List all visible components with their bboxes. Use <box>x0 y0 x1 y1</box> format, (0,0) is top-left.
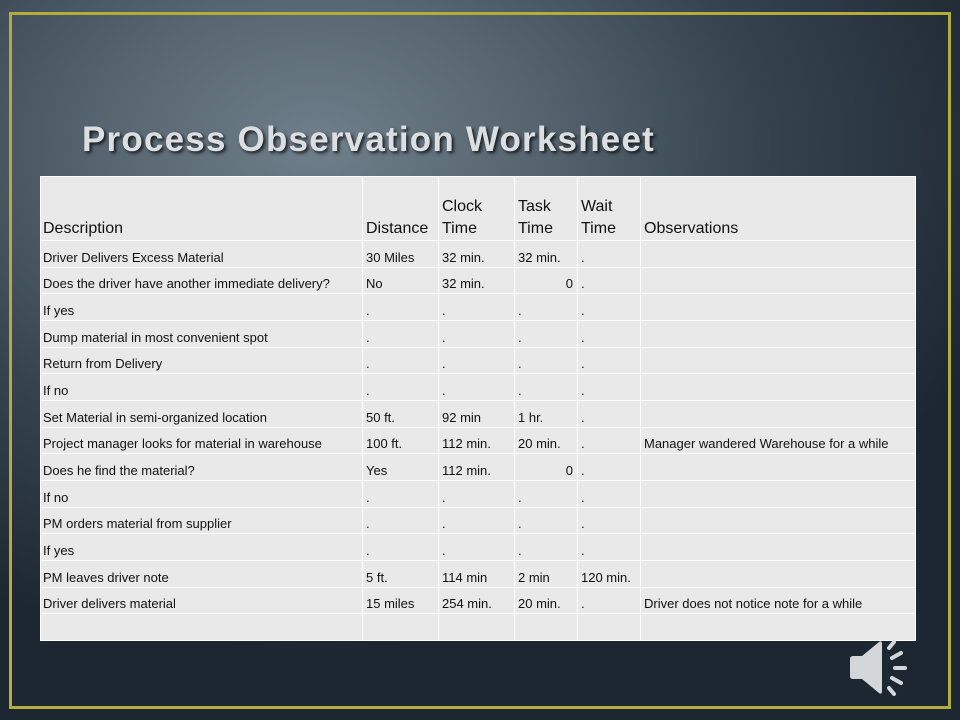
cell-task-time: . <box>515 534 578 561</box>
cell-description: PM orders material from supplier <box>41 507 363 534</box>
cell-wait-time: . <box>578 454 641 481</box>
table-row <box>41 480 916 507</box>
cell-distance: 30 Miles <box>363 241 439 268</box>
cell-wait-time: . <box>578 587 641 614</box>
slide-title: Process Observation Worksheet <box>82 120 655 159</box>
cell-wait-time: 120 min. <box>578 560 641 587</box>
cell-wait-time: . <box>578 241 641 268</box>
speaker-cone <box>850 641 882 693</box>
cell-clock-time: 254 min. <box>439 587 515 614</box>
cell-wait-time: . <box>578 400 641 427</box>
cell-distance: . <box>363 480 439 507</box>
cell-observations <box>641 374 916 401</box>
cell-empty <box>515 614 578 641</box>
cell-wait-time: . <box>578 374 641 401</box>
cell-wait-time: . <box>578 534 641 561</box>
cell-task-time: . <box>515 294 578 321</box>
cell-description: If no <box>41 480 363 507</box>
cell-clock-time: . <box>439 534 515 561</box>
cell-wait-time: . <box>578 507 641 534</box>
cell-clock-time: 112 min. <box>439 427 515 454</box>
cell-distance: . <box>363 294 439 321</box>
table-row <box>41 320 916 347</box>
cell-description: If no <box>41 374 363 401</box>
cell-description: Project manager looks for material in warehouse <box>41 427 363 454</box>
column-header-distance: Distance <box>363 177 439 241</box>
cell-task-time: . <box>515 347 578 374</box>
cell-observations <box>641 534 916 561</box>
table-row <box>41 560 916 587</box>
cell-observations <box>641 241 916 268</box>
cell-description: PM leaves driver note <box>41 560 363 587</box>
cell-observations <box>641 347 916 374</box>
cell-clock-time: . <box>439 320 515 347</box>
table-row <box>41 454 916 481</box>
table-row <box>41 374 916 401</box>
cell-wait-time: . <box>578 347 641 374</box>
cell-description: Does the driver have another immediate delivery? <box>41 267 363 294</box>
cell-distance: . <box>363 507 439 534</box>
cell-empty <box>439 614 515 641</box>
cell-description: Does he find the material? <box>41 454 363 481</box>
table-row <box>41 241 916 268</box>
cell-clock-time: 92 min <box>439 400 515 427</box>
cell-observations <box>641 480 916 507</box>
cell-description: Dump material in most convenient spot <box>41 320 363 347</box>
column-header-description: Description <box>41 177 363 241</box>
table-row <box>41 347 916 374</box>
cell-description: If yes <box>41 294 363 321</box>
cell-task-time: 1 hr. <box>515 400 578 427</box>
cell-wait-time: . <box>578 294 641 321</box>
cell-description: Driver delivers material <box>41 587 363 614</box>
cell-task-time: . <box>515 480 578 507</box>
cell-observations <box>641 507 916 534</box>
cell-description: Return from Delivery <box>41 347 363 374</box>
cell-observations <box>641 267 916 294</box>
cell-observations <box>641 294 916 321</box>
cell-observations: Manager wandered Warehouse for a while <box>641 427 916 454</box>
cell-description: Driver Delivers Excess Material <box>41 241 363 268</box>
cell-observations <box>641 454 916 481</box>
cell-task-time: 20 min. <box>515 587 578 614</box>
table-row <box>41 267 916 294</box>
column-header-wait-time: Wait Time <box>578 177 641 241</box>
cell-task-time: . <box>515 374 578 401</box>
cell-distance: No <box>363 267 439 294</box>
cell-wait-time: . <box>578 427 641 454</box>
observation-table <box>40 176 916 641</box>
sound-waves <box>889 642 905 694</box>
cell-distance: . <box>363 534 439 561</box>
cell-wait-time: . <box>578 480 641 507</box>
cell-empty <box>578 614 641 641</box>
cell-clock-time: . <box>439 374 515 401</box>
table-row <box>41 507 916 534</box>
cell-distance: 5 ft. <box>363 560 439 587</box>
cell-description: Set Material in semi-organized location <box>41 400 363 427</box>
cell-task-time: 0 <box>515 267 578 294</box>
table-header-row <box>41 177 916 241</box>
cell-distance: Yes <box>363 454 439 481</box>
cell-distance: . <box>363 320 439 347</box>
cell-distance: 15 miles <box>363 587 439 614</box>
cell-observations <box>641 560 916 587</box>
table-row <box>41 587 916 614</box>
table-row <box>41 427 916 454</box>
column-header-clock-time: Clock Time <box>439 177 515 241</box>
cell-distance: 100 ft. <box>363 427 439 454</box>
table-row <box>41 534 916 561</box>
cell-clock-time: 114 min <box>439 560 515 587</box>
cell-empty <box>641 614 916 641</box>
cell-clock-time: . <box>439 507 515 534</box>
cell-observations <box>641 320 916 347</box>
cell-task-time: 32 min. <box>515 241 578 268</box>
speaker-icon-graphic <box>846 638 912 698</box>
cell-wait-time: . <box>578 267 641 294</box>
cell-empty <box>41 614 363 641</box>
cell-task-time: 20 min. <box>515 427 578 454</box>
cell-observations <box>641 400 916 427</box>
cell-empty <box>363 614 439 641</box>
cell-observations: Driver does not notice note for a while <box>641 587 916 614</box>
cell-distance: 50 ft. <box>363 400 439 427</box>
cell-distance: . <box>363 374 439 401</box>
cell-task-time: . <box>515 507 578 534</box>
cell-wait-time: . <box>578 320 641 347</box>
table-row <box>41 294 916 321</box>
table-row <box>41 400 916 427</box>
cell-task-time: 2 min <box>515 560 578 587</box>
cell-clock-time: . <box>439 347 515 374</box>
cell-clock-time: 32 min. <box>439 267 515 294</box>
cell-clock-time: . <box>439 480 515 507</box>
cell-distance: . <box>363 347 439 374</box>
cell-clock-time: 112 min. <box>439 454 515 481</box>
cell-task-time: . <box>515 320 578 347</box>
column-header-observations: Observations <box>641 177 916 241</box>
table-row-empty <box>41 614 916 641</box>
cell-clock-time: . <box>439 294 515 321</box>
column-header-task-time: Task Time <box>515 177 578 241</box>
cell-clock-time: 32 min. <box>439 241 515 268</box>
cell-description: If yes <box>41 534 363 561</box>
cell-task-time: 0 <box>515 454 578 481</box>
speaker-icon[interactable] <box>846 638 912 698</box>
